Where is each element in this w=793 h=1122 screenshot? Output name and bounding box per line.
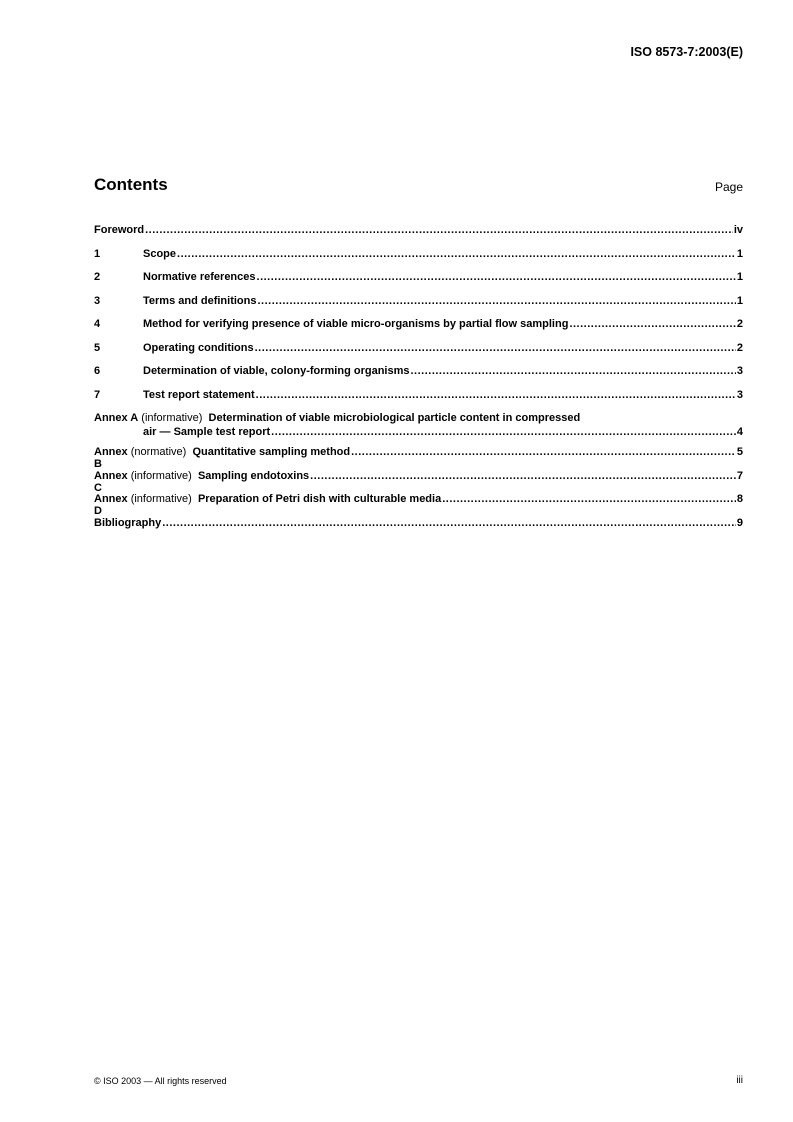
toc-entry-number: 2 — [94, 271, 101, 283]
toc-entry-annex-d[interactable] — [94, 493, 743, 517]
toc-entry-page: 2 — [736, 318, 743, 330]
toc-entry-title: Operating conditions — [143, 341, 254, 354]
copyright-notice: © ISO 2003 — All rights reserved — [94, 1076, 227, 1086]
toc-entry-title: Preparation of Petri dish with culturable media — [197, 493, 442, 505]
annex-type: (informative) — [141, 412, 203, 424]
annex-type: (normative) — [130, 446, 187, 458]
toc-entry-number: 3 — [94, 294, 101, 307]
page-number: iii — [736, 1075, 743, 1086]
annex-label: Annex C — [94, 469, 128, 494]
dot-leader — [569, 318, 735, 330]
annex-label: Annex A — [94, 412, 139, 424]
toc-entry-page: iv — [733, 224, 743, 236]
annex-type: (informative) — [130, 469, 192, 482]
toc-entry-annex-a[interactable] — [94, 412, 743, 440]
toc-entry-title: Test report statement — [143, 388, 255, 401]
dot-leader — [271, 426, 736, 438]
toc-entry-title: Foreword — [94, 224, 145, 236]
toc-entry-title: Determination of viable, colony-forming organisms — [143, 365, 410, 377]
annex-label: Annex B — [94, 446, 128, 470]
toc-entry-page: 3 — [736, 388, 743, 401]
contents-heading: Contents — [94, 175, 168, 194]
toc-entry-title: Determination of viable microbiological particle content in compressed — [208, 412, 581, 424]
dot-leader — [177, 248, 736, 260]
dot-leader — [310, 470, 736, 482]
toc-entry-title: Scope — [143, 247, 177, 260]
toc-entry-number: 6 — [94, 365, 101, 377]
page-column-label: Page — [714, 180, 743, 194]
toc-entry-annex-c[interactable] — [94, 470, 743, 494]
dot-leader — [410, 365, 735, 377]
toc-entry-3[interactable] — [94, 295, 743, 319]
toc-entry-bibliography[interactable] — [94, 517, 743, 541]
toc-entry-7[interactable] — [94, 389, 743, 413]
toc-entry-page: 1 — [736, 271, 743, 283]
toc-entry-page: 1 — [736, 247, 743, 260]
toc-entry-title: Normative references — [143, 271, 256, 283]
toc-entry-title: Method for verifying presence of viable micro-organisms by partial flow sampling — [143, 318, 569, 330]
toc-entry-page: 5 — [736, 446, 743, 458]
toc-entry-title-continued: air — Sample test report — [143, 426, 271, 438]
toc-entry-6[interactable] — [94, 365, 743, 389]
toc-entry-title: Sampling endotoxins — [197, 469, 310, 482]
document-id: ISO 8573-7:2003(E) — [630, 45, 743, 59]
toc-entry-number: 4 — [94, 318, 101, 330]
toc-entry-title: Quantitative sampling method — [192, 446, 351, 458]
toc-entry-page: 7 — [736, 469, 743, 482]
annex-type: (informative) — [130, 493, 192, 505]
toc-entry-foreword[interactable] — [94, 224, 743, 248]
toc-entry-page: 2 — [736, 341, 743, 354]
toc-entry-page: 3 — [736, 365, 743, 377]
toc-entry-number: 5 — [94, 341, 101, 354]
toc-entry-number: 7 — [94, 388, 101, 401]
toc-entry-4[interactable] — [94, 318, 743, 342]
dot-leader — [256, 389, 736, 401]
toc-entry-title: Bibliography — [94, 516, 162, 529]
toc-entry-number: 1 — [94, 247, 101, 260]
toc-entry-5[interactable] — [94, 342, 743, 366]
toc-entry-title: Terms and definitions — [143, 294, 257, 307]
dot-leader — [351, 446, 736, 458]
dot-leader — [255, 342, 736, 354]
toc-entry-2[interactable] — [94, 271, 743, 295]
dot-leader — [162, 517, 736, 529]
toc-entry-1[interactable] — [94, 248, 743, 272]
toc-entry-page: 4 — [736, 426, 743, 438]
table-of-contents — [94, 224, 743, 540]
toc-entry-page: 8 — [736, 493, 743, 505]
dot-leader — [257, 271, 736, 283]
toc-entry-page: 9 — [736, 516, 743, 529]
dot-leader — [442, 493, 736, 505]
toc-entry-page: 1 — [736, 294, 743, 307]
dot-leader — [257, 295, 735, 307]
toc-entry-annex-b[interactable] — [94, 446, 743, 470]
annex-label: Annex D — [94, 493, 128, 517]
dot-leader — [145, 224, 733, 236]
